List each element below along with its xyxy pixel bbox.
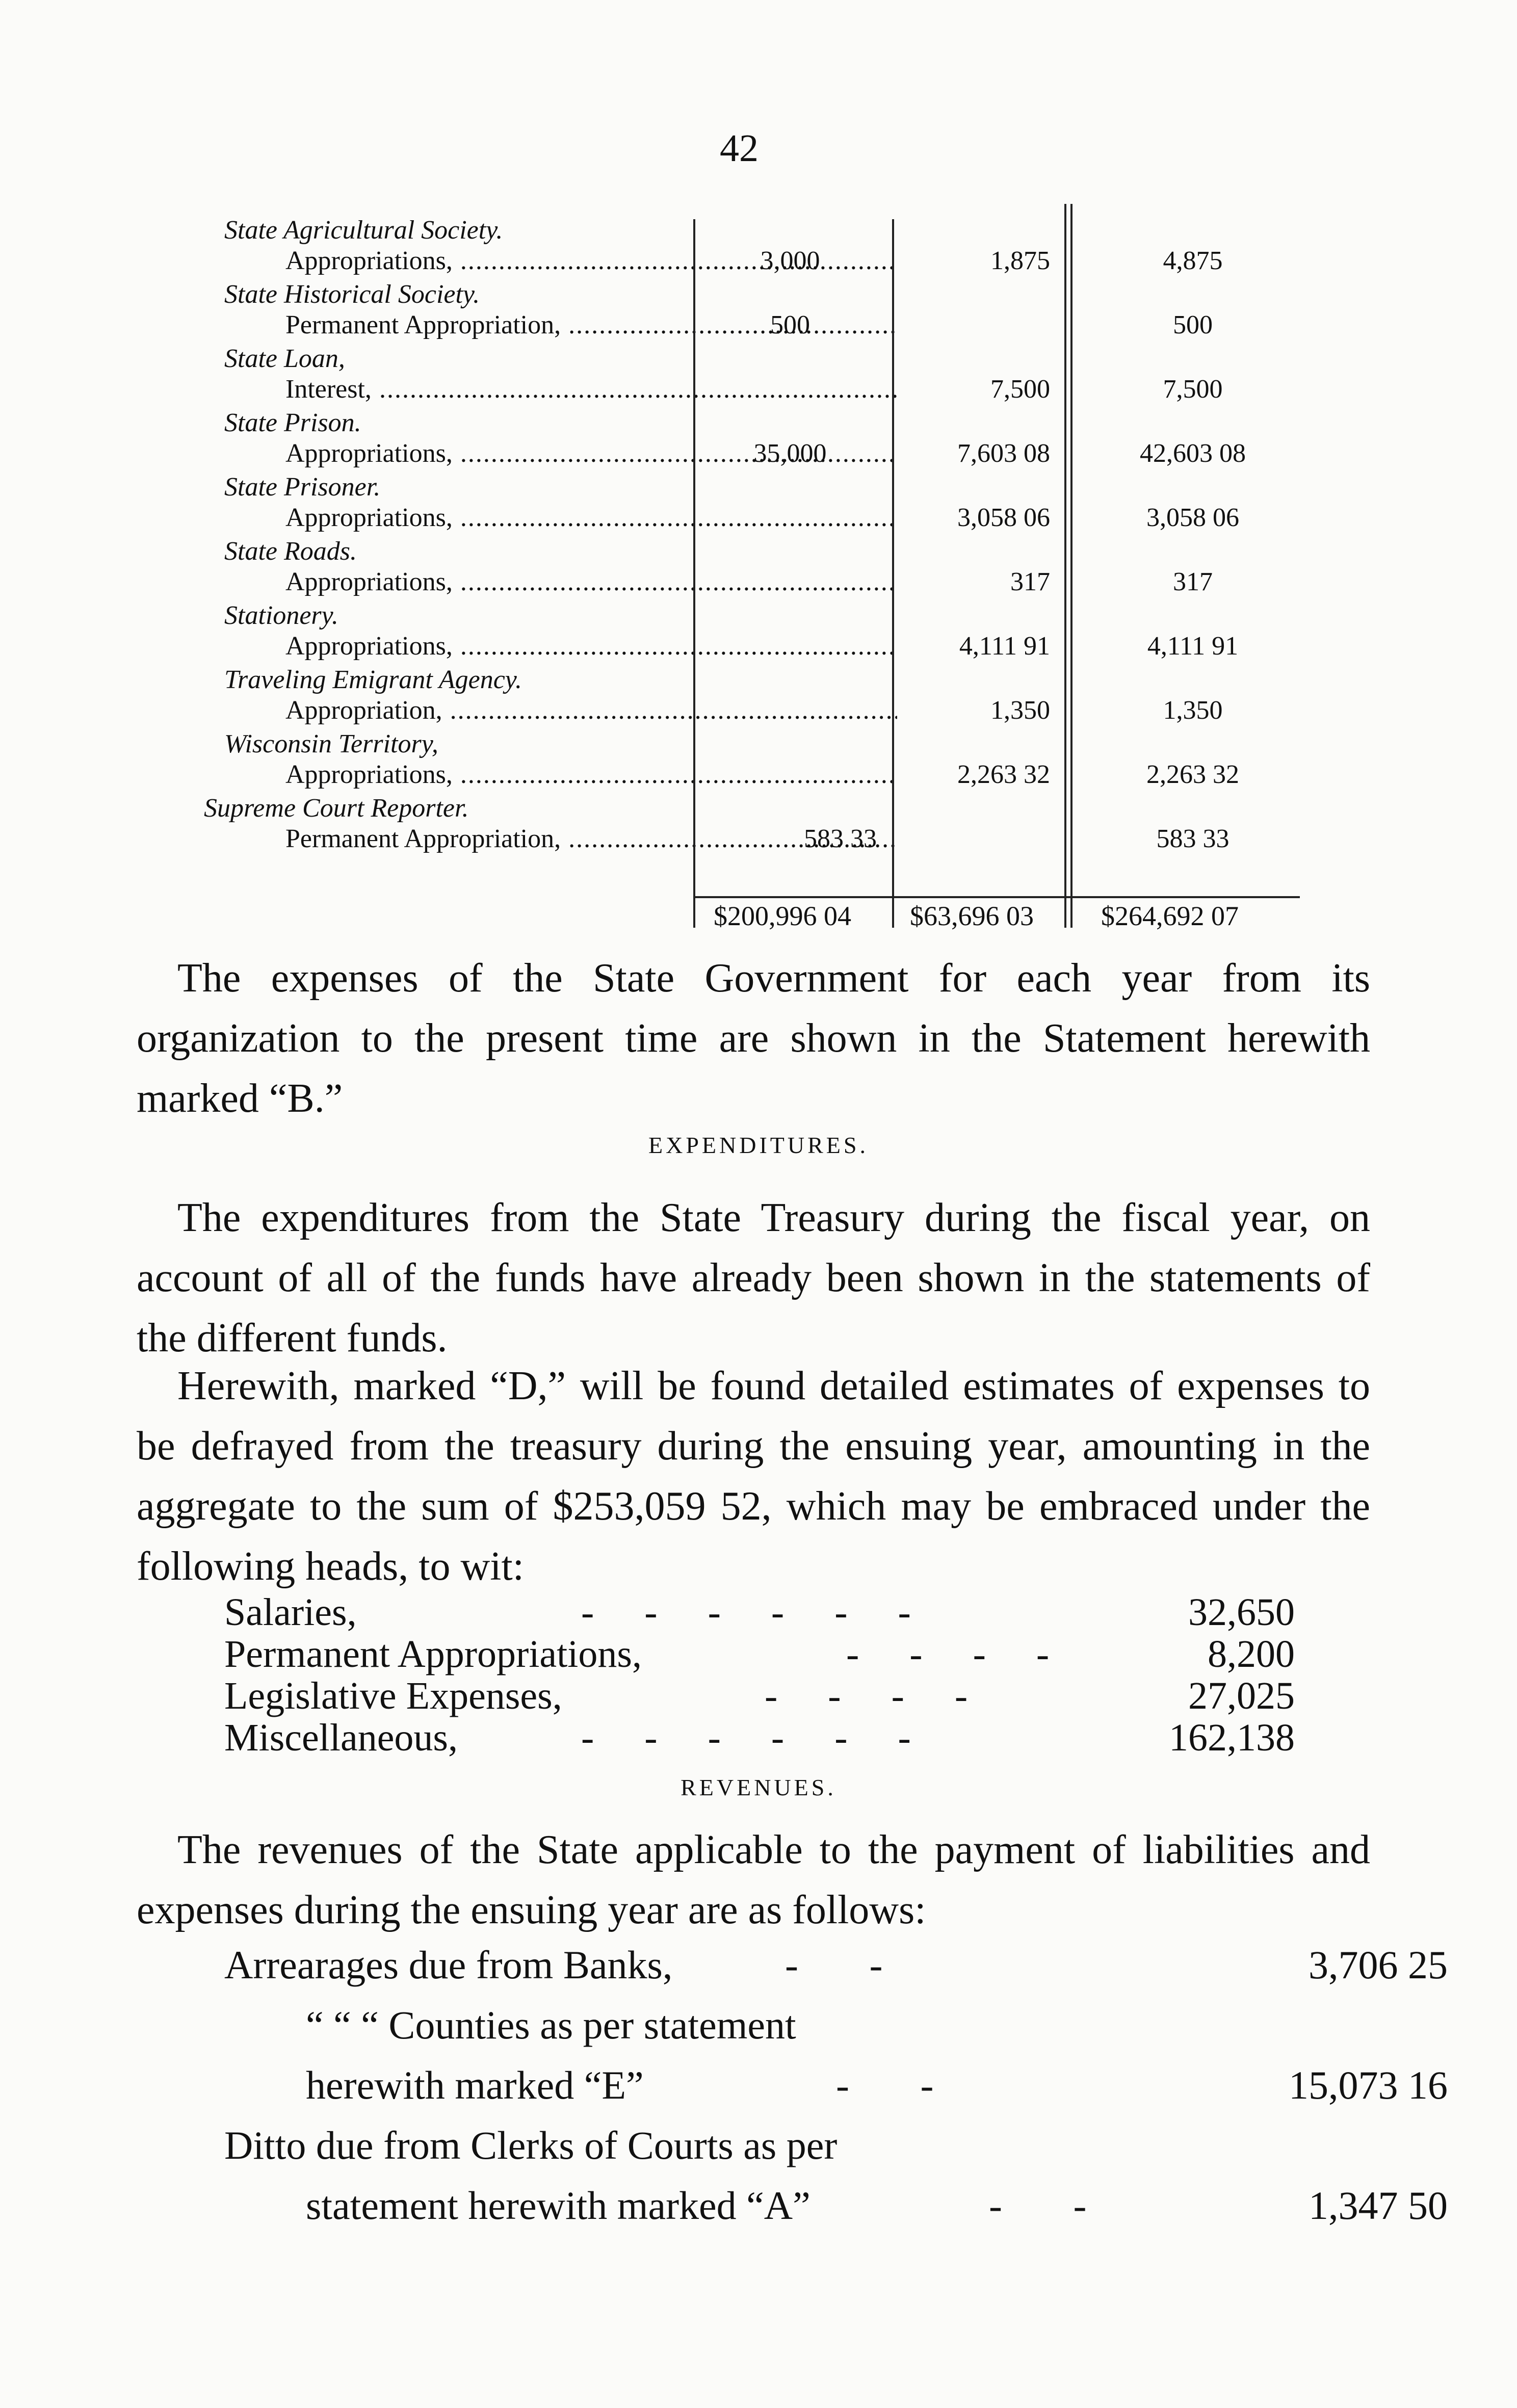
expense-heads-list	[224, 1590, 1295, 1758]
ledger-row	[204, 214, 1305, 278]
ledger-col1: 583 33	[804, 824, 877, 853]
paragraph-estimates: Herewith, marked “D,” will be found detailed estimates of expenses to be defrayed from the treasury during the ensuing year, amounting in the aggregate to the sum of $253,059 52, which may be embraced under the following heads, to wit:	[137, 1364, 1370, 1589]
ledger-row	[204, 535, 1305, 599]
revenue-value: 1,347 50	[1309, 2183, 1448, 2228]
ledger-row	[204, 728, 1305, 792]
column-rule	[693, 219, 695, 928]
leader-dashes: - -	[836, 2063, 964, 2107]
ledger-totals-row	[204, 897, 1305, 938]
ledger-col3: 500	[1173, 310, 1213, 339]
ledger-entry-desc: Appropriations, .....	[285, 631, 897, 661]
ledger-entry-name: State Prison.	[224, 408, 361, 437]
list-item	[224, 2183, 1448, 2243]
head-value: 162,138	[1169, 1716, 1295, 1759]
head-label: Miscellaneous,	[224, 1716, 458, 1759]
revenue-label: herewith marked “E”	[306, 2063, 644, 2107]
ledger-col3: 3,058 06	[1146, 503, 1239, 532]
ledger-col1: 3,000	[760, 246, 820, 275]
ledger-entry-desc: Appropriations, .....	[285, 503, 897, 533]
ledger-col3: 317	[1173, 567, 1213, 596]
heading-revenues: REVENUES.	[681, 1774, 836, 1800]
ledger-col3: 4,875	[1163, 246, 1223, 275]
heading-expenditures: EXPENDITURES.	[648, 1132, 869, 1158]
list-item	[224, 1674, 1295, 1716]
leader-dashes: - - - - - -	[581, 1716, 931, 1759]
revenue-value: 15,073 16	[1289, 2063, 1448, 2107]
head-value: 27,025	[1188, 1674, 1295, 1717]
ledger-col3: 1,350	[1163, 696, 1223, 725]
ledger-entry-name: Supreme Court Reporter.	[204, 794, 469, 823]
list-item	[224, 1590, 1295, 1632]
ledger-col3: 42,603 08	[1140, 439, 1246, 468]
leader-dashes: - - - - - -	[581, 1591, 931, 1634]
head-label: Permanent Appropriations,	[224, 1633, 642, 1676]
leader-dashes: - -	[989, 2183, 1117, 2228]
list-item	[224, 2123, 1448, 2183]
list-item	[224, 1632, 1295, 1674]
total-col1: $200,996 04	[714, 901, 851, 931]
head-value: 8,200	[1208, 1633, 1295, 1676]
column-rule	[892, 219, 894, 928]
total-col2: $63,696 03	[910, 901, 1034, 931]
ledger-col2: 317	[1010, 567, 1050, 596]
ledger-entry-name: State Agricultural Society.	[224, 216, 503, 245]
column-rule	[1070, 204, 1073, 928]
paragraph-expenses: The expenses of the State Government for each year from its organization to the present time are shown in the Statement herewith marked “B.”	[137, 956, 1370, 1121]
ledger-entry-desc: Appropriations, .....	[285, 438, 897, 468]
revenues-list	[224, 1942, 1448, 2243]
ledger-entry-name: State Prisoner.	[224, 473, 381, 502]
ledger-col1: 35,000	[753, 439, 827, 468]
revenue-label: Ditto due from Clerks of Courts as per	[224, 2123, 838, 2167]
list-item	[224, 1942, 1448, 2002]
ledger-entry-desc: Interest, .....	[285, 374, 897, 404]
leader-dashes: - - - -	[765, 1674, 988, 1717]
ledger-col2: 7,500	[990, 375, 1050, 404]
ledger-col3: 2,263 32	[1146, 760, 1239, 789]
ledger-col2: 1,875	[990, 246, 1050, 275]
ledger-entry-name: State Loan,	[224, 344, 345, 373]
ledger-col2: 4,111 91	[959, 632, 1050, 661]
ledger-entry-desc: Appropriation, .....	[285, 695, 897, 725]
ledger-entry-desc: Permanent Appropriation, .....	[285, 824, 897, 854]
ledger-row	[204, 471, 1305, 535]
head-label: Legislative Expenses,	[224, 1674, 562, 1717]
ledger-entry-name: State Historical Society.	[224, 280, 480, 309]
ledger-col2: 2,263 32	[957, 760, 1050, 789]
ledger-entry-desc: Appropriations, .....	[285, 246, 897, 276]
ledger-col2: 1,350	[990, 696, 1050, 725]
ledger-entry-desc: Appropriations, .....	[285, 760, 897, 790]
ledger-row	[204, 278, 1305, 343]
leader-dashes: - - - -	[846, 1633, 1070, 1676]
column-rule	[1064, 204, 1066, 928]
ledger-entry-name: Wisconsin Territory,	[224, 729, 438, 758]
head-value: 32,650	[1188, 1591, 1295, 1634]
ledger-row	[204, 664, 1305, 728]
leader-dashes: - -	[785, 1943, 913, 1987]
ledger-entry-desc: Permanent Appropriation, .....	[285, 310, 897, 340]
ledger-row	[204, 792, 1305, 856]
revenue-label: Arrearages due from Banks,	[224, 1943, 673, 1987]
ledger-entry-name: Traveling Emigrant Agency.	[224, 665, 522, 694]
ledger-row	[204, 343, 1305, 407]
ledger-col1: 500	[770, 310, 810, 339]
ledger-entry-name: State Roads.	[224, 537, 357, 566]
revenue-value: 3,706 25	[1309, 1943, 1448, 1987]
paragraph-revenues: The revenues of the State applicable to the payment of liabilities and expenses during the ensuing year are as follows:	[137, 1827, 1370, 1932]
page-number: 42	[720, 127, 758, 170]
total-col3: $264,692 07	[1101, 901, 1239, 931]
revenue-label: “ “ “ Counties as per statement	[306, 2003, 796, 2047]
ledger-row	[204, 599, 1305, 664]
head-label: Salaries,	[224, 1591, 357, 1634]
ledger-entry-name: Stationery.	[224, 601, 338, 630]
ledger-col3: 4,111 91	[1147, 632, 1239, 661]
ledger-col2: 7,603 08	[957, 439, 1050, 468]
ledger-row	[204, 407, 1305, 471]
ledger-col3: 583 33	[1156, 824, 1230, 853]
ledger-col3: 7,500	[1163, 375, 1223, 404]
appropriations-ledger	[204, 214, 1305, 856]
ledger-col2: 3,058 06	[957, 503, 1050, 532]
list-item	[224, 2062, 1448, 2123]
list-item	[224, 1716, 1295, 1758]
list-item	[224, 2002, 1448, 2062]
paragraph-expenditures: The expenditures from the State Treasury during the fiscal year, on account of all of the funds have already been shown in the statements of the different funds.	[137, 1195, 1370, 1360]
ledger-entry-desc: Appropriations, .....	[285, 567, 897, 597]
revenue-label: statement herewith marked “A”	[306, 2183, 810, 2228]
